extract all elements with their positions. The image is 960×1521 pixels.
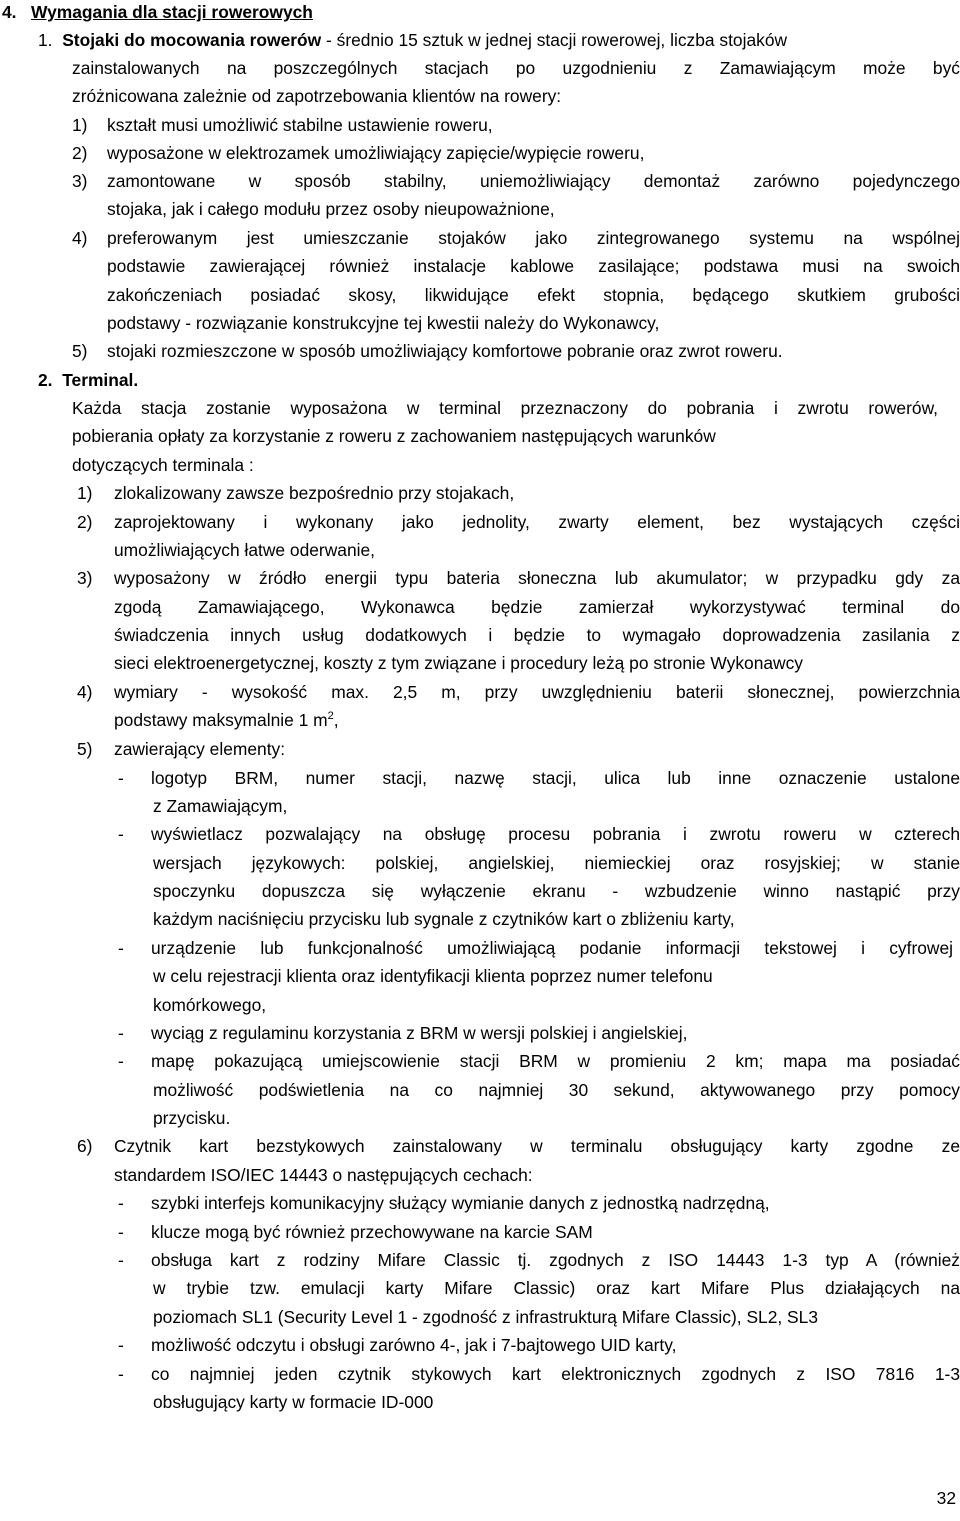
list-item-text: zakończeniach posiadać skosy, likwidujące efekt stopnia, będącego skutkiem grubości xyxy=(107,285,960,305)
dash-item-text: szybki interfejs komunikacyjny służący wymianie danych z jednostką nadrzędną, xyxy=(151,1193,770,1213)
list-number: 6) xyxy=(77,1136,93,1156)
dash-bullet: - xyxy=(118,1023,124,1043)
dash-bullet: - xyxy=(118,1193,124,1213)
paragraph-line: pobierania opłaty za korzystanie z roweru z zachowaniem następujących warunków xyxy=(72,426,716,446)
list-item-text: zawierający elementy: xyxy=(114,739,286,759)
dash-item-text: komórkowego, xyxy=(153,995,267,1015)
dash-item-text: przycisku. xyxy=(153,1108,231,1128)
dash-item-text: co najmniej jeden czytnik stykowych kart elektronicznych zgodnych z ISO 7816 1-3 xyxy=(151,1364,960,1384)
dash-item-text: wersjach językowych: polskiej, angielskiej, niemieckiej oraz rosyjskiej; w stanie xyxy=(153,853,960,873)
list-item-text: zaprojektowany i wykonany jako jednolity, zwarty element, bez wystających części xyxy=(114,512,960,532)
list-number: 2) xyxy=(72,143,88,163)
dash-item-text: logotyp BRM, numer stacji, nazwę stacji, ulica lub inne oznaczenie ustalone xyxy=(151,768,960,788)
dash-item-text: z Zamawiającym, xyxy=(153,796,288,816)
list-item-text: wymiary - wysokość max. 2,5 m, przy uwzględnieniu baterii słonecznej, powierzchnia xyxy=(114,682,960,702)
item2-heading xyxy=(38,368,138,392)
dash-item-text: urządzenie lub funkcjonalność umożliwiającą podanie informacji tekstowej i cyfrowej xyxy=(151,938,953,958)
list-number: 3) xyxy=(77,568,93,588)
superscript: 2 xyxy=(327,710,334,722)
list-item-text: wyposażone w elektrozamek umożliwiający zapięcie/wypięcie roweru, xyxy=(107,143,645,163)
dash-bullet: - xyxy=(118,1250,124,1270)
list-item-text: preferowanym jest umieszczanie stojaków jako zintegrowanego systemu na wspólnej xyxy=(107,228,960,248)
dash-bullet: - xyxy=(118,938,124,958)
list-item-text: umożliwiających łatwe oderwanie, xyxy=(114,540,375,560)
item1-heading xyxy=(38,28,787,52)
dash-bullet: - xyxy=(118,824,124,844)
list-item-text: sieci elektroenergetycznej, koszty z tym związane i procedury leżą po stronie Wykonawcy xyxy=(114,653,803,673)
paragraph-line: zainstalowanych na poszczególnych stacjach po uzgodnieniu z Zamawiającym może być xyxy=(72,58,960,78)
dash-bullet: - xyxy=(118,768,124,788)
item1-intro: - średnio 15 sztuk w jednej stacji rowerowej, liczba stojaków xyxy=(321,30,788,50)
dash-bullet: - xyxy=(118,1364,124,1384)
section-title: Wymagania dla stacji rowerowych xyxy=(31,2,313,22)
section-heading xyxy=(2,0,313,24)
list-number: 2) xyxy=(77,512,93,532)
list-item-text: zlokalizowany zawsze bezpośrednio przy stojakach, xyxy=(114,483,515,503)
dash-item-text: możliwość podświetlenia na co najmniej 30 sekund, aktywowanego przy pomocy xyxy=(153,1080,960,1100)
dash-bullet: - xyxy=(118,1335,124,1355)
dash-item-text: spoczynku dopuszcza się wyłączenie ekranu - wzbudzenie winno nastąpić przy xyxy=(153,881,960,901)
list-item-text: stojaka, jak i całego modułu przez osoby nieupoważnione, xyxy=(107,199,555,219)
list-item-text: zgodą Zamawiającego, Wykonawca będzie zamierzał wykorzystywać terminal do xyxy=(114,597,960,617)
list-number: 5) xyxy=(77,739,93,759)
item2-number: 2. xyxy=(38,370,53,390)
list-item-text: świadczenia innych usług dodatkowych i będzie to wymagało doprowadzenia zasilania z xyxy=(114,625,960,645)
dash-item-text: wyciąg z regulaminu korzystania z BRM w wersji polskiej i angielskiej, xyxy=(151,1023,688,1043)
dash-item-text: mapę pokazującą umiejscowienie stacji BRM w promieniu 2 km; mapa ma posiadać xyxy=(151,1051,960,1071)
list-item-text: zamontowane w sposób stabilny, uniemożliwiający demontaż zarówno pojedynczego xyxy=(107,171,960,191)
paragraph-line: Każda stacja zostanie wyposażona w terminal przeznaczony do pobrania i zwrotu rowerów, xyxy=(72,398,938,418)
dash-item-text: wyświetlacz pozwalający na obsługę procesu pobrania i zwrotu roweru w czterech xyxy=(151,824,960,844)
dash-item-text: obsługujący karty w formacie ID-000 xyxy=(153,1392,434,1412)
list-item-text: standardem ISO/IEC 14443 o następujących cechach: xyxy=(114,1165,533,1185)
item2-title: Terminal. xyxy=(62,370,139,390)
page-number: 32 xyxy=(936,1488,956,1508)
list-number: 1) xyxy=(72,115,88,135)
list-number: 4) xyxy=(72,228,88,248)
trailing-comma: , xyxy=(333,710,339,730)
dash-bullet: - xyxy=(118,1051,124,1071)
dash-item-text: w celu rejestracji klienta oraz identyfikacji klienta poprzez numer telefonu xyxy=(153,966,713,986)
list-number: 3) xyxy=(72,171,88,191)
dash-item-text: możliwość odczytu i obsługi zarówno 4-, jak i 7-bajtowego UID karty, xyxy=(151,1335,677,1355)
list-item-text: Czytnik kart bezstykowych zainstalowany w terminalu obsługujący karty zgodne ze xyxy=(114,1136,960,1156)
list-item-text: podstawie zawierającej również instalacje kablowe zasilające; podstawa musi na swoich xyxy=(107,256,960,276)
list-number: 5) xyxy=(72,341,88,361)
list-item-text: wyposażony w źródło energii typu bateria słoneczna lub akumulator; w przypadku gdy za xyxy=(114,568,960,588)
paragraph-line: zróżnicowana zależnie od zapotrzebowania klientów na rowery: xyxy=(72,86,562,106)
dash-item-text: każdym naciśnięciu przycisku lub sygnale z czytników kart o zbliżeniu karty, xyxy=(153,909,735,929)
paragraph-line: dotyczących terminala : xyxy=(72,455,254,475)
list-item-text: stojaki rozmieszczone w sposób umożliwiający komfortowe pobranie oraz zwrot roweru. xyxy=(107,341,783,361)
dash-item-text: obsługa kart z rodziny Mifare Classic tj. zgodnych z ISO 14443 1-3 typ A (również xyxy=(151,1250,960,1270)
list-item-text: kształt musi umożliwić stabilne ustawienie roweru, xyxy=(107,115,493,135)
dash-bullet: - xyxy=(118,1222,124,1242)
dash-item-text: poziomach SL1 (Security Level 1 - zgodność z infrastrukturą Mifare Classic), SL2, SL3 xyxy=(153,1307,818,1327)
dash-item-text: w trybie tzw. emulacji karty Mifare Classic) oraz kart Mifare Plus działających na xyxy=(153,1278,960,1298)
item1-title: Stojaki do mocowania rowerów xyxy=(62,30,322,50)
item1-number: 1. xyxy=(38,30,53,50)
list-item-text xyxy=(114,708,339,732)
section-number: 4. xyxy=(2,2,17,22)
list-item-text: podstawy - rozwiązanie konstrukcyjne tej kwestii należy do Wykonawcy, xyxy=(107,313,660,333)
list-number: 1) xyxy=(77,483,93,503)
list-number: 4) xyxy=(77,682,93,702)
dash-item-text: klucze mogą być również przechowywane na karcie SAM xyxy=(151,1222,593,1242)
area-text: podstawy maksymalnie 1 m xyxy=(114,710,328,730)
